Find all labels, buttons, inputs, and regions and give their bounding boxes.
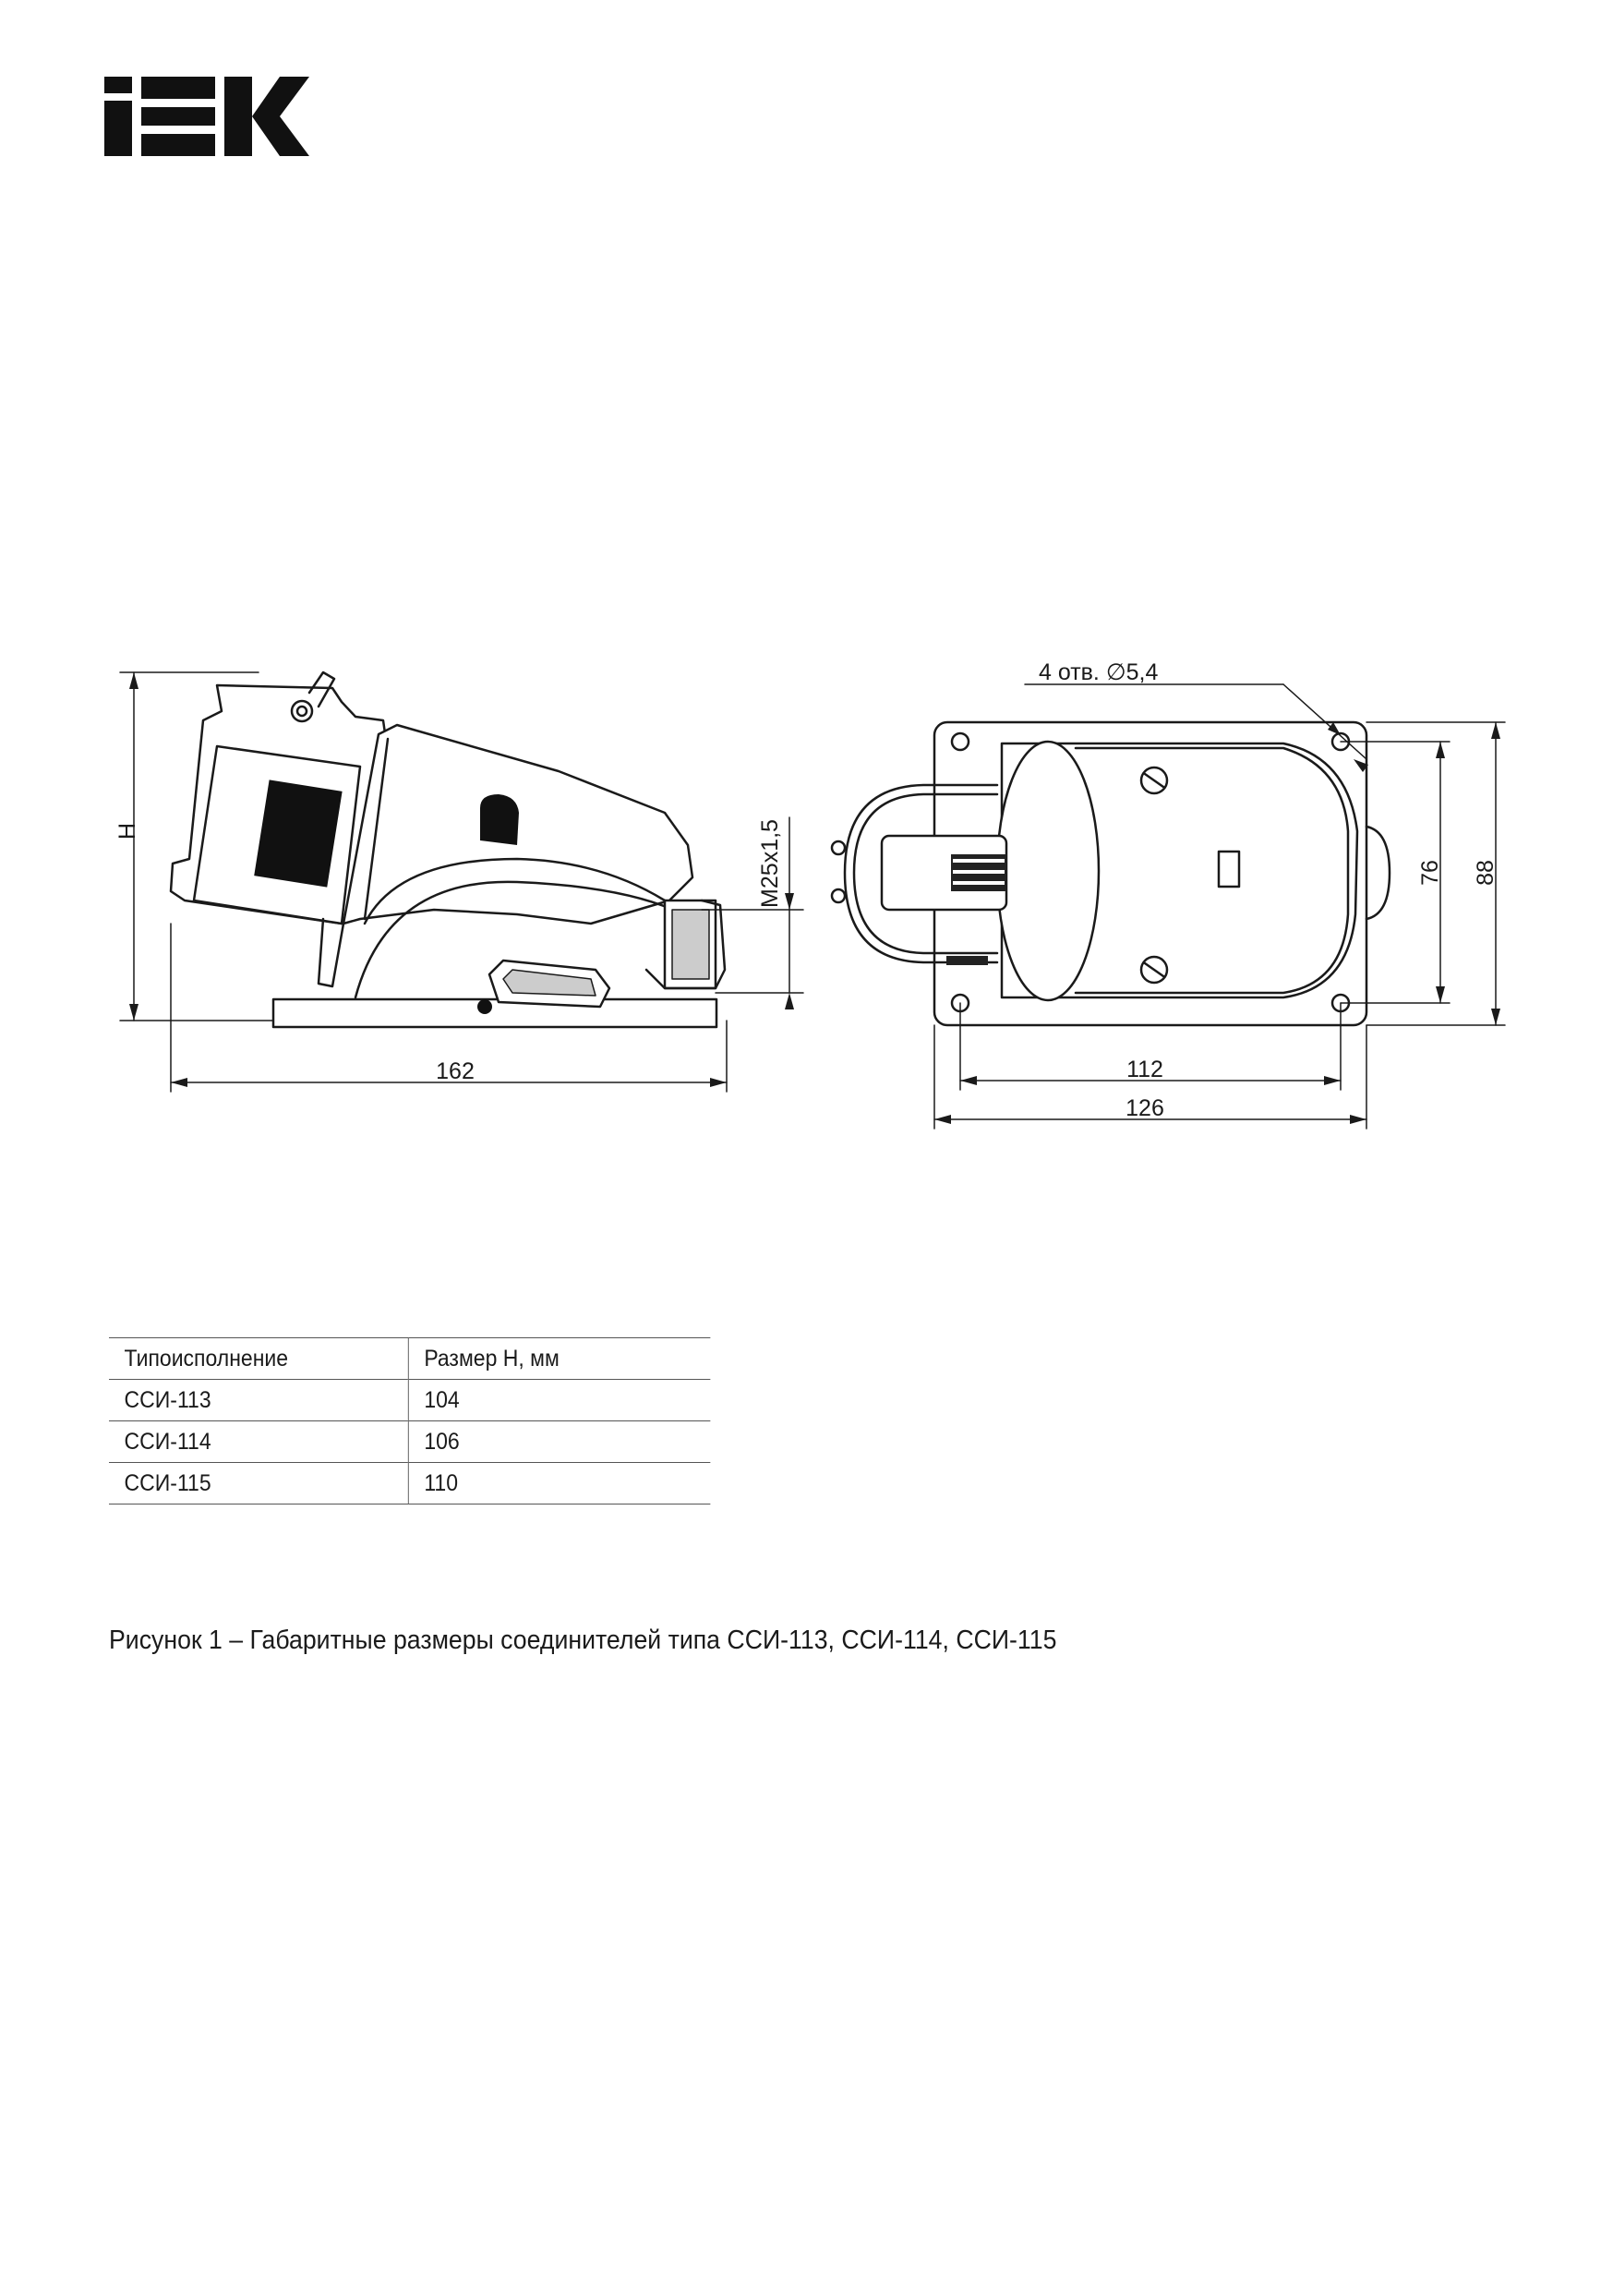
thread-label: M25x1,5 xyxy=(757,819,783,908)
table-row xyxy=(109,1421,710,1463)
length-dimension: 162 xyxy=(436,1058,475,1084)
table-cell: 110 xyxy=(408,1463,710,1504)
table-cell: 104 xyxy=(408,1380,710,1421)
hole-spacing-width-dimension: 112 xyxy=(1126,1057,1163,1082)
holes-label: 4 отв. ∅5,4 xyxy=(1039,659,1159,685)
table-row xyxy=(109,1380,710,1421)
table-header-row xyxy=(109,1338,710,1380)
table-row xyxy=(109,1463,710,1504)
table-header-cell: Типоисполнение xyxy=(109,1338,408,1380)
hole-spacing-height-dimension: 76 xyxy=(1417,860,1443,886)
table-header-cell: Размер H, мм xyxy=(408,1338,710,1380)
table-cell: ССИ-114 xyxy=(109,1421,408,1463)
height-label: H xyxy=(114,822,140,840)
side-view xyxy=(171,672,725,1027)
table-cell: 106 xyxy=(408,1421,710,1463)
size-table xyxy=(109,1337,710,1504)
plate-width-dimension: 126 xyxy=(1125,1095,1164,1121)
table-cell: ССИ-113 xyxy=(109,1380,408,1421)
plate-height-dimension: 88 xyxy=(1473,860,1499,886)
table-cell: ССИ-115 xyxy=(109,1463,408,1504)
figure-caption: Рисунок 1 – Габаритные размеры соединителей типа ССИ-113, ССИ-114, ССИ-115 xyxy=(109,1625,1057,1655)
front-view xyxy=(832,722,1390,1025)
